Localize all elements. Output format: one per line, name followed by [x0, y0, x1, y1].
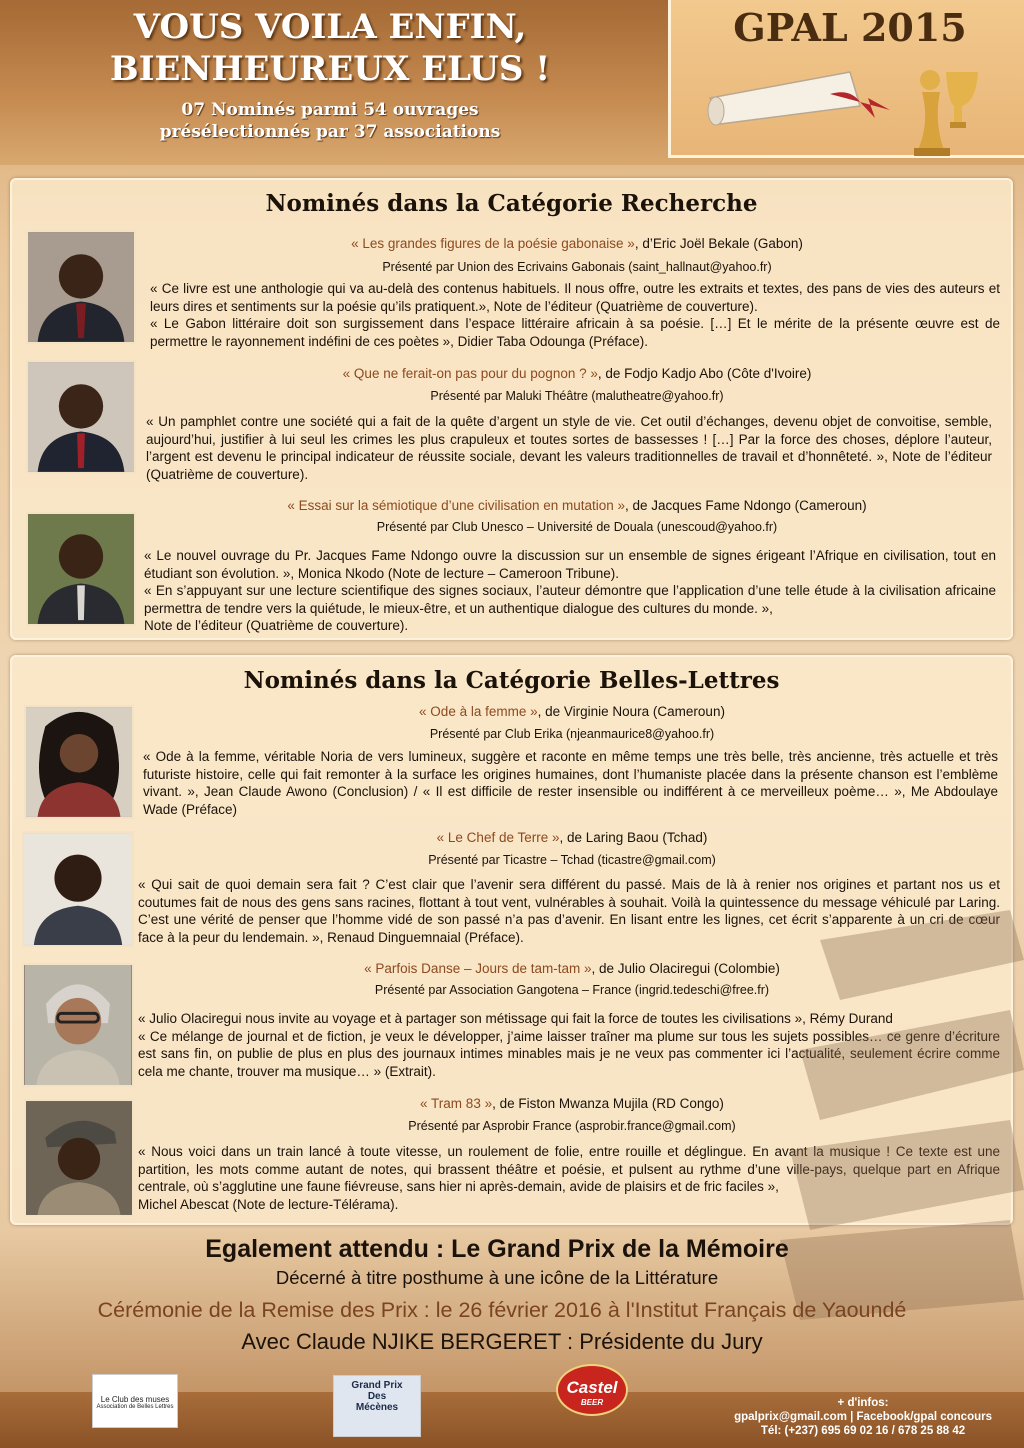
jury-president: Avec Claude NJIKE BERGERET : Présidente du Jury: [241, 1329, 763, 1354]
diploma-scroll-icon: [700, 58, 900, 128]
quote-1b: « Le Gabon littéraire doit son surgissement dans l’espace littéraire africain à sa poésie. […] Et le mérite de la présente œuvre est de permettre le rayonnement indéfini de ces poètes », Didier Taba Odounga (Préface).: [150, 316, 1000, 349]
gpal-badge: GPAL 2015: [733, 5, 967, 50]
quote-1a: « Ce livre est une anthologie qui va au-delà des contenus habituels. Il nous offre, outre les extraits et textes, des pans de vies des auteurs et leurs dires et sentiments sur la poésie qu’ils pratiquent.», Note de l’éditeur (Quatrième de couverture).: [150, 281, 1000, 314]
logo2-line2: Des: [367, 1391, 387, 1402]
author-photo-ndongo: [26, 512, 136, 626]
entry-title-2: [152, 366, 1002, 381]
book-title: « Le Chef de Terre »: [436, 830, 560, 845]
grand-prix-mecenes-logo: [333, 1375, 421, 1437]
club-des-muses-logo: [92, 1374, 178, 1428]
logo1-subtext: Association de Belles Lettres: [96, 1404, 174, 1410]
book-title: « Ode à la femme »: [419, 704, 538, 719]
title-line-2: BIENHEUREUX ELUS !: [109, 49, 551, 89]
title-line-1: VOUS VOILA ENFIN,: [133, 7, 527, 47]
book-title: « Que ne ferait-on pas pour du pognon ? »: [342, 366, 598, 381]
section-title-belles-lettres: Nominés dans la Catégorie Belles-Lettres: [243, 667, 780, 694]
contact-phone: Tél: (+237) 695 69 02 16 / 678 25 88 42: [760, 1425, 966, 1437]
book-author: , de Virginie Noura (Cameroun): [537, 704, 725, 719]
ceremony-info: Cérémonie de la Remise des Prix : le 26 février 2016 à l'Institut Français de Yaoundé: [97, 1298, 907, 1322]
book-title: « Les grandes figures de la poésie gabonaise »: [351, 236, 635, 251]
book-author: , de Jacques Fame Ndongo (Cameroun): [625, 498, 867, 513]
presenter-4: Présenté par Club Erika (njeanmaurice8@yahoo.fr): [429, 727, 715, 741]
quote-6a: « Julio Olaciregui nous invite au voyage et à partager son métissage qui fait la force de toutes les civilisations », Rémy Durand: [138, 1011, 893, 1026]
section-recherche: [10, 178, 1013, 640]
quote-3c: Note de l’éditeur (Quatrième de couverture).: [144, 618, 409, 633]
author-photo-bekale: [26, 230, 136, 344]
author-photo-abo: [26, 360, 136, 474]
author-photo-noura: [24, 705, 134, 819]
book-title: « Essai sur la sémiotique d’une civilisation en mutation »: [287, 498, 626, 513]
book-author: , de Fiston Mwanza Mujila (RD Congo): [492, 1096, 724, 1111]
quote-6b: « Ce mélange de journal et de fiction, je veux le développer, j’aime laisser traîner ma plume sur tous les sujets possibles… ce genre d’écriture est sans fin, on publie de plus en plus des journaux intimes minables mais je ne veux pas commenter ici l’actualité, seulement écrire comme cela me chante, trouver ma musique… » (Extrait).: [138, 1028, 1000, 1079]
trophy-icon: [900, 62, 980, 158]
presenter-6: Présenté par Association Gangotena – France (ingrid.tedeschi@free.fr): [374, 983, 770, 997]
author-photo-olaciregui: [22, 963, 134, 1087]
entry-title-1: [152, 236, 1002, 251]
quote-3a: « Le nouvel ouvrage du Pr. Jacques Fame Ndongo ouvre la discussion sur un ensemble de signes érigeant l’Afrique en civilisation, tout en étudiant son évolution. », Monica Nkodo (Note de lecture – Cameroon Tribune).: [144, 548, 996, 581]
presenter-2: Présenté par Maluki Théâtre (malutheatre@yahoo.fr): [430, 389, 724, 403]
entry-title-5: [142, 830, 1002, 845]
quote-3b: « En s’appuyant sur une lecture scientifique des signes sociaux, l’auteur démontre que l’application d’une telle étude à la civilisation africaine permettra de tendre vers la quiétude, le mieux-être, et un authentique dialogue des cultures du monde. »,: [144, 583, 996, 616]
main-title: [40, 6, 620, 90]
subtitle-line-1: 07 Nominés parmi 54 ouvrages: [181, 100, 479, 120]
quote-4: « Ode à la femme, véritable Noria de vers lumineux, suggère et raconte en même temps une très belle, très ancienne, très actuelle et très futuriste histoire, celle qui fait remonter à la surface les origines humaines, dont l’humaniste placée dans la présente chanson est l’emblème vivant. », Jean Claude Awono (Conclusion) / « Il est difficile de rester insensible ou indifférent à ce merveilleux poème… », Me Abdoulaye Wade (Préface): [143, 749, 998, 817]
logo1-text: Le Club des muses: [100, 1395, 170, 1404]
memoire-prize-title: Egalement attendu : Le Grand Prix de la Mémoire: [205, 1235, 789, 1263]
book-author: , de Julio Olaciregui (Colombie): [591, 961, 780, 976]
quote-7a: « Nous voici dans un train lancé à toute vitesse, un roulement de folie, entre rouille et déglingue. En avant la musique ! Ce texte est une partition, les mots comme autant de notes, qui brassent théâtre et poésie, et pulsent au rythme d’une ville-pays, quelque part en Afrique centrale, où s’agglutine une faune fiévreuse, sans hier ni après-demain, avide de plaisirs et de fric faciles »,: [138, 1144, 1000, 1194]
book-author: , d’Eric Joël Bekale (Gabon): [634, 236, 803, 251]
main-subtitle: [40, 99, 620, 143]
quote-7b: Michel Abescat (Note de lecture-Télérama).: [138, 1196, 399, 1212]
author-photo-mujila: [24, 1099, 134, 1217]
author-photo-baou: [22, 831, 134, 947]
quote-2: « Un pamphlet contre une société qui a fait de la quête d’argent un style de vie. Cet outil d’échanges, devenu objet de convoitise, semble, aujourd’hui, justifier à lui seul les crimes les plus crapuleux et toutes sortes de bassesses ! […] Par la force des choses, déplore l’auteur, l’argent est devenu le principal indicateur de réussite sociale, devant les valeurs traditionnelles de travail et d’honnêteté. », Note de l’éditeur (Quatrième de couverture).: [146, 414, 992, 482]
book-author: , de Fodjo Kadjo Abo (Côte d'Ivoire): [597, 366, 812, 381]
logo2-line1: Grand Prix: [351, 1380, 403, 1391]
castel-subtext: BEER: [580, 1398, 604, 1407]
quote-5: « Qui sait de quoi demain sera fait ? C’est clair que l’avenir sera différent du passé. Mais de là à renier nos origines et partant nos us et coutumes fait de nous des gens sans racines, flottant à tout vent, vulnérables à souhait. Voilà la quintessence du message véhiculé par Laring. C’est une vérité de penser que l’homme vidé de son passé n’a pas d’avenir. En lisant entre les lignes, cet écrit s’apparente à un cri de cœur face à la peur du lendemain. », Renaud Dinguemnaial (Préface).: [138, 877, 1000, 945]
contact-header: + d'infos:: [837, 1397, 889, 1409]
presenter-1: Présenté par Union des Ecrivains Gabonais (saint_hallnaut@yahoo.fr): [382, 260, 772, 274]
presenter-5: Présenté par Ticastre – Tchad (ticastre@gmail.com): [428, 853, 716, 867]
entry-title-3: [152, 498, 1002, 513]
entry-title-4: [142, 704, 1002, 719]
presenter-3: Présenté par Club Unesco – Université de Douala (unescoud@yahoo.fr): [376, 520, 778, 534]
book-title: « Parfois Danse – Jours de tam-tam »: [364, 961, 592, 976]
contact-info: [734, 1396, 992, 1438]
memoire-prize-subtitle: Décerné à titre posthume à une icône de la Littérature: [275, 1267, 719, 1288]
section-title-recherche: Nominés dans la Catégorie Recherche: [265, 190, 758, 217]
castel-text: Castel: [566, 1378, 618, 1397]
castel-beer-logo: [556, 1364, 628, 1416]
presenter-7: Présenté par Asprobir France (asprobir.france@gmail.com): [408, 1119, 736, 1133]
contact-email: gpalprix@gmail.com | Facebook/gpal concours: [734, 1411, 992, 1423]
book-title: « Tram 83 »: [420, 1096, 493, 1111]
quote-3: [144, 547, 996, 635]
book-author: , de Laring Baou (Tchad): [559, 830, 708, 845]
subtitle-line-2: présélectionnés par 37 associations: [159, 122, 501, 142]
logo2-line3: Mécènes: [355, 1402, 399, 1413]
quote-1: [150, 280, 1000, 350]
